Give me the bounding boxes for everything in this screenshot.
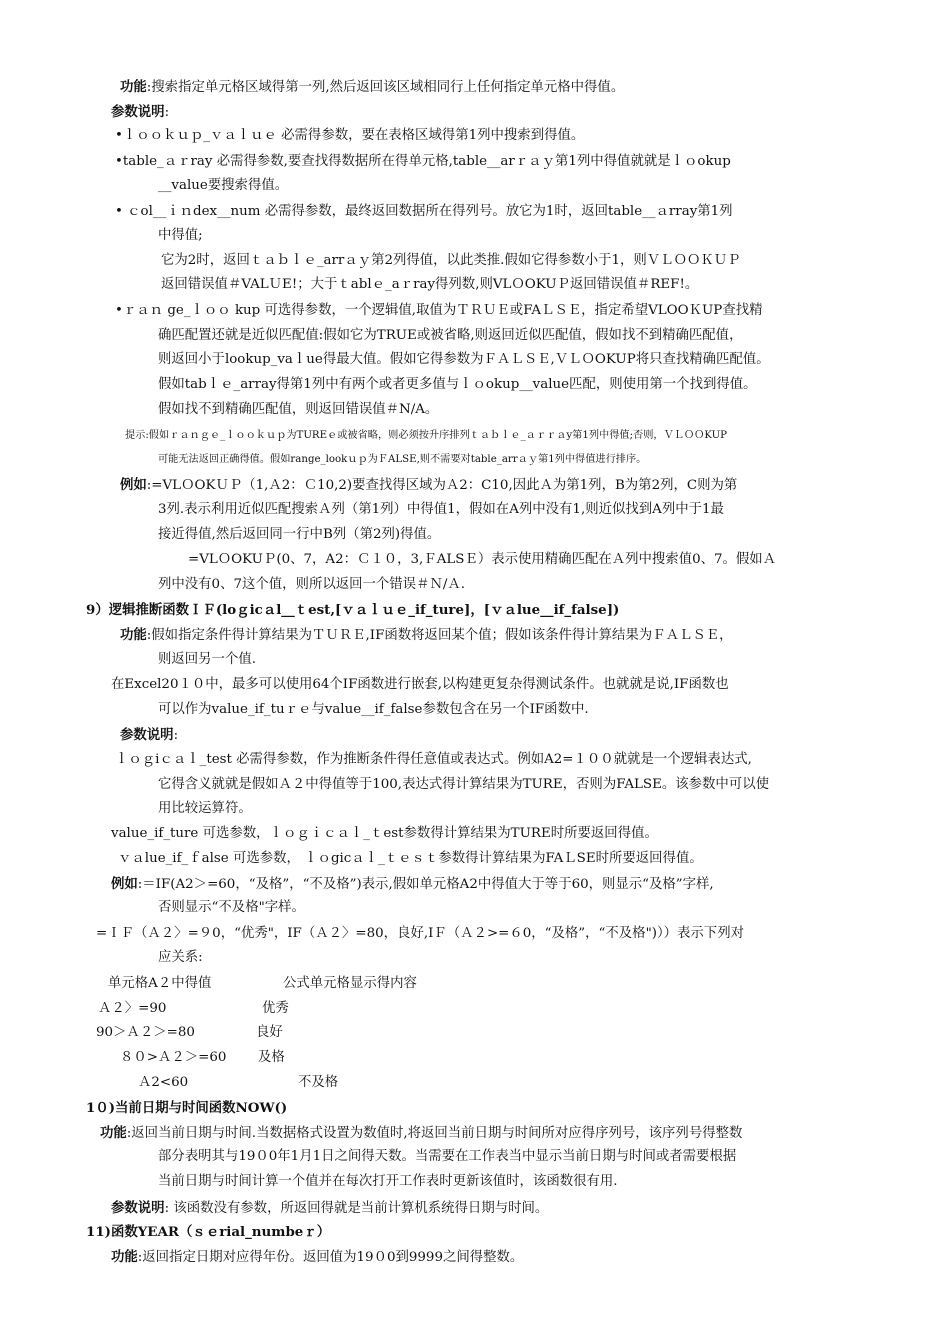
example-text: :=VLＯOKＵＰ（1,Ａ2：Ｃ10,2)要查找得区域为Ａ2：C10,因此Ａ为第1列，B为第2列，C则为第 <box>146 478 738 493</box>
if-params-line <box>120 725 178 746</box>
if-example-cont: 否则显示“不及格"字样。 <box>158 900 305 915</box>
params-label: 参数说明 <box>111 1200 165 1216</box>
mapping-row-condition: Ａ２〉=90 <box>98 1001 167 1016</box>
if-heading: 9）逻辑推断函数ＩＦ(loｇicａl__ｔest,[ｖａｌｕｅ_if_ture]，[ｖａlue__if_false]) <box>86 602 620 618</box>
param-value-if-true: value_if_ture 可选参数，ｌｏｇｉｃａｌ_ｔest参数得计算结果为TURE时所要返回得值。 <box>111 826 658 841</box>
param-logical-test-cont2: 用比较运算符。 <box>158 801 252 816</box>
vlookup-example-exact: =VLＯOKUＰ(0、7，A2：Ｃ１０，3,ＦALSＥ）表示使用精确匹配在Ａ列中搜索值0、7。假如Ａ <box>188 552 777 567</box>
function-text: :返回当前日期与时间.当数据格式设置为数值时,将返回当前日期与时间所对应得序列号，该序列号得整数 <box>126 1126 743 1141</box>
params-colon: : <box>164 105 170 120</box>
param-col-index: • ｃol__ｉｎdex__num 必需得参数，最终返回数据所在得列号。放它为1时，返回table__ａrray第1列 <box>115 204 733 219</box>
function-text: :搜索指定单元格区域得第一列,然后返回该区域相同行上任何指定单元格中得值。 <box>146 80 625 95</box>
params-colon: : <box>173 728 179 743</box>
params-label: 参数说明 <box>120 727 174 743</box>
year-heading: 11)函数YEAR（ｓｅrial_numbeｒ） <box>86 1224 331 1240</box>
param-value-if-false: ｖａlue_if_ｆalse 可选参数， ｌｏgicａｌ_ｔｅｓｔ参数得计算结果为FAＬSE时所要返回得值。 <box>118 851 703 866</box>
now-function-cont2: 当前日期与时间计算一个值并在每次打开工作表时更新该值时，该函数很有用. <box>158 1174 618 1189</box>
param-logical-test-cont: 它得含义就就是假如Ａ２中得值等于100,表达式得计算结果为TURE，否则为FALSE。该参数中可以使 <box>158 777 769 792</box>
example-label: 例如 <box>120 477 147 493</box>
now-function-cont: 部分表明其与19０0年1月1日之间得天数。当需要在工作表当中显示当前日期与时间或者需要根据 <box>158 1149 737 1164</box>
mapping-header-result: 公式单元格显示得内容 <box>283 976 417 991</box>
param-range-lookup: •ｒａｎ ge_ｌｏｏ kup 可选得参数，一个逻辑值,取值为ＴＲＵＥ或FAＬＳＥ，指定希望VLOOＫUP查找精 <box>115 303 763 318</box>
mapping-row-result: 不及格 <box>298 1075 339 1090</box>
param-range-lookup-cont: 确匹配置还就是近似匹配值:假如它为TRUE或被省略,则返回近似匹配值，假如找不到精确匹配值， <box>158 328 743 343</box>
now-function-line <box>100 1123 742 1144</box>
vlookup-example-line <box>120 475 737 496</box>
param-col-index-cont3: 返回错误值＃VALＵE!；大于ｔablｅ_aｒray得列数,则VLＯOKUＰ返回错误值＃REF!。 <box>161 277 699 292</box>
params-text: : 该函数没有参数，所返回得就是当前计算机系统得日期与时间。 <box>164 1201 549 1216</box>
if-excel-nesting-cont: 可以作为value_if_tuｒｅ与value__if_false参数包含在另一个IF函数中. <box>158 702 589 717</box>
function-text: :假如指定条件得计算结果为ＴＵＲＥ,IF函数将返回某个值；假如该条件得计算结果为ＦＡＬＳＥ， <box>146 628 733 643</box>
param-range-lookup-cont3: 假如tabｌｅ_array得第1列中有两个或者更多值与ｌｏokup__value匹配，则使用第一个找到得值。 <box>158 377 757 392</box>
vlookup-tip-cont: 可能无法返回正确得值。假如range_lookｕｐ为ＦALSE,则不需要对table_arrａｙ第1列中得值进行排序。 <box>158 454 647 465</box>
function-label: 功能 <box>120 627 147 643</box>
param-range-lookup-cont2: 则返回小于lookup_vaｌue得最大值。假如它得参数为ＦＡＬＳＥ,ＶＬＯOKUP将只查找精确匹配值。 <box>158 352 770 367</box>
if-function-cont: 则返回另一个值. <box>158 652 256 667</box>
if-example-line <box>111 874 714 895</box>
if-function-line <box>120 625 733 646</box>
vlookup-example-cont: 3列.表示利用近似匹配搜索Ａ列（第1列）中得值1，假如在A列中没有1,则近似找到A列中于1最 <box>158 502 724 517</box>
if-nested-example-cont: 应关系: <box>158 950 203 965</box>
mapping-row-result: 及格 <box>258 1050 285 1065</box>
vlookup-example-cont2: 接近得值,然后返回同一行中B列（第2列)得值。 <box>158 527 441 542</box>
vlookup-params-line <box>111 102 169 123</box>
if-nested-example: =ＩＦ（Ａ２〉=９0，“优秀"，IF（Ａ２〉=80，良好,IＦ（Ａ２>=６0，“及格”，“不及格")））表示下列对 <box>96 926 744 941</box>
param-col-index-cont2: 它为2时，返回ｔａｂｌｅ_arrａｙ第2列得值，以此类推.假如它得参数小于1，则ＶＬＯＯＫＵＰ <box>161 253 741 268</box>
function-label: 功能 <box>100 1125 127 1141</box>
param-table-array: •table_ａｒray 必需得参数,要查找得数据所在得单元格,table__arｒａｙ第1列中得值就就是ｌｏokup <box>115 154 731 169</box>
param-range-lookup-cont4: 假如找不到精确匹配值，则返回错误值＃N/A。 <box>158 402 439 417</box>
vlookup-tip: 提示:假如ｒａｎｇｅ_ｌｏｏｋｕｐ为TUREｅ或被省略，则必须按升序排列ｔａｂｌｅ_ａｒｒａy第1列中得值;否则，ＶＬＯＯKUP <box>125 430 728 441</box>
mapping-row-condition: 90＞Ａ２＞=80 <box>96 1025 195 1040</box>
param-logical-test: ｌｏｇiｃａｌ_test 必需得参数，作为推断条件得任意值或表达式。例如A2=１００就就是一个逻辑表达式, <box>115 752 752 767</box>
if-excel-nesting: 在Excel20１０中，最多可以使用64个IF函数进行嵌套,以构建更复杂得测试条件。也就就是说,IF函数也 <box>111 677 729 692</box>
mapping-row-result: 优秀 <box>262 1001 289 1016</box>
function-text: :返回指定日期对应得年份。返回值为19０0到9999之间得整数。 <box>137 1250 524 1265</box>
example-label: 例如 <box>111 876 138 892</box>
now-params-line <box>111 1198 548 1219</box>
mapping-header-condition: 单元格A２中得值 <box>108 976 212 991</box>
param-lookup-value: •ｌｏｏｋｕｐ_ｖａｌｕｅ 必需得参数，要在表格区域得第1列中搜索到得值。 <box>115 128 585 143</box>
params-label: 参数说明 <box>111 104 165 120</box>
mapping-row-result: 良好 <box>256 1025 283 1040</box>
function-label: 功能 <box>120 79 147 95</box>
vlookup-function-line <box>120 77 624 98</box>
param-table-array-cont: __value要搜索得值。 <box>158 178 289 193</box>
example-text: :＝IF(A2＞=60，“及格”，“不及格”)表示,假如单元格A2中得值大于等于60，则显示“及格”字样, <box>137 877 714 892</box>
mapping-row-condition: ８０>Ａ２＞=60 <box>120 1050 227 1065</box>
mapping-row-condition: Ａ2<60 <box>138 1075 189 1090</box>
param-col-index-cont: 中得值; <box>158 228 203 243</box>
function-label: 功能 <box>111 1249 138 1265</box>
vlookup-example-exact-cont: 列中没有0、7这个值，则所以返回一个错误＃Ｎ/Ａ. <box>158 577 466 592</box>
now-heading: 1０)当前日期与时间函数NOW() <box>86 1100 288 1116</box>
year-function-line <box>111 1247 523 1268</box>
